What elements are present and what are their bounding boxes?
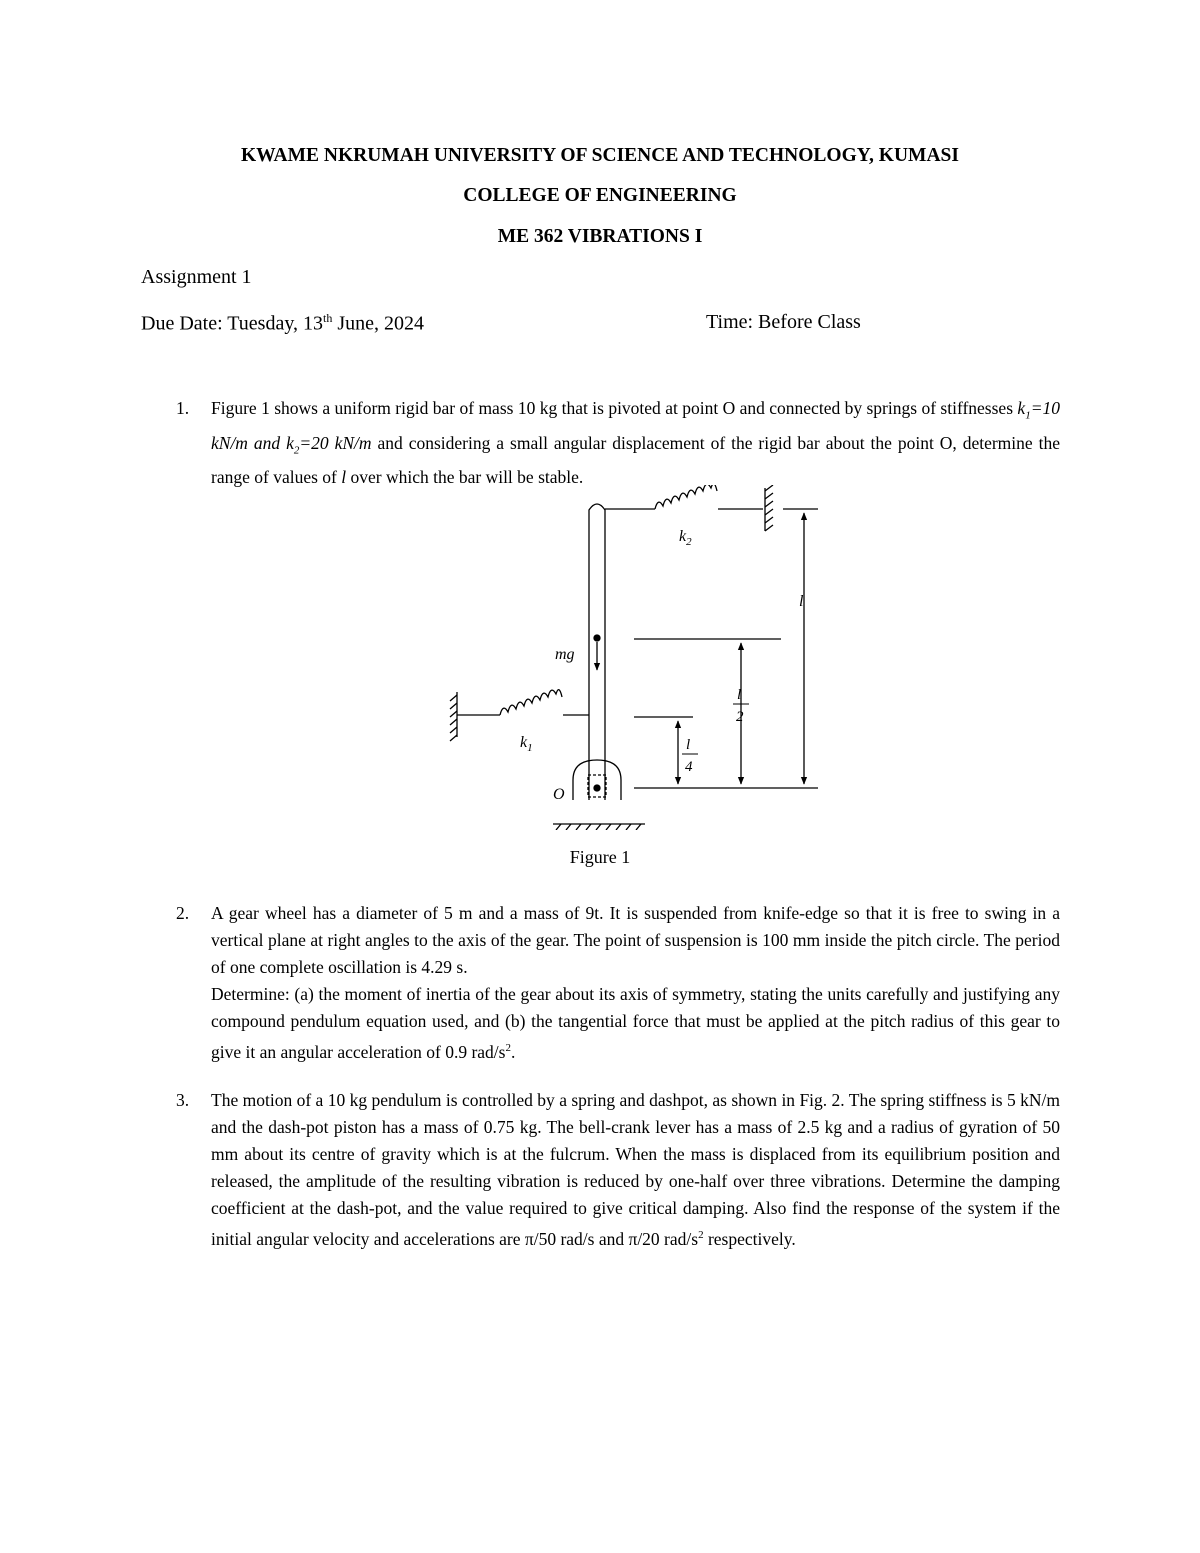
q1-text-part-1: Figure 1 shows a uniform rigid bar of mass 10 kg that is pivoted at point O and connected by springs of stiffnesses: [211, 398, 1018, 418]
university-title: KWAME NKRUMAH UNIVERSITY OF SCIENCE AND TECHNOLOGY, KUMASI: [241, 145, 959, 166]
label-mg: mg: [555, 646, 575, 663]
q1-text-part-3: over which the bar will be stable.: [346, 467, 584, 487]
spring-k2: [605, 485, 773, 531]
course-title: ME 362 VIBRATIONS I: [497, 226, 703, 247]
q1-text-part-2: and considering a small angular displacement of the rigid bar about the point O, determine the range of values of: [211, 432, 1060, 487]
svg-text:2: 2: [736, 709, 744, 725]
question-3-number: 3.: [176, 1090, 190, 1110]
due-date-label: Due Date: Tuesday, 13: [141, 312, 324, 335]
question-2-number: 2.: [176, 903, 190, 923]
dimension-lines: [634, 509, 818, 788]
due-date: [141, 311, 424, 336]
label-l: l: [799, 593, 804, 610]
q3-body: The motion of a 10 kg pendulum is controlled by a spring and dashpot, as shown in Fig. 2. The spring stiffness is 5 kN/m and the dash-pot piston has a mass of 0.75 kg. The bell-crank lever has a mass of 2.5 kg and a radius of gyration of 50 mm about its centre of gravity which is at the fulcrum. When the mass is displaced from its equilibrium position and released, the amplitude of the resulting vibration is reduced by one-half over three vibrations. Determine the damping coefficient at the dash-pot, and the value required to give critical damping. Also find the response of the system if the initial angular velocity and accelerations are π/50 rad/s and π/20 rad/s: [211, 1090, 1060, 1249]
due-date-sup: th: [323, 311, 333, 325]
q1-k1: $k_1=10$ kN/m and $k_2=20$ kN/m: [211, 398, 1060, 456]
svg-text:4: 4: [685, 759, 693, 775]
question-1-number: 1.: [176, 398, 190, 418]
label-k2: $k_2$: [679, 528, 692, 548]
time-label: Time: Before Class: [706, 311, 861, 333]
due-date-rest: June, 2024: [332, 312, 425, 335]
label-k1: $k_1$: [520, 734, 533, 754]
q1-l: l: [341, 467, 347, 487]
question-1-text: [211, 395, 1060, 491]
q2-paragraph-2: Determine: (a) the moment of inertia of the gear about its axis of symmetry, stating the units carefully and justifying any compound pendulum equation used, and (b) the tangential force that must be applied at the pitch radius of this gear to give it an angular acceleration of 0.9 rad/$s^2$.: [211, 984, 1060, 1062]
assignment-title: Assignment 1: [141, 266, 252, 288]
weight-arrow: [594, 635, 600, 670]
svg-text:l: l: [737, 687, 742, 703]
question-3-text: [211, 1087, 1060, 1253]
q3-sup: 2: [698, 1229, 704, 1241]
question-2-text: [211, 900, 1060, 1066]
q3-end: respectively.: [703, 1228, 796, 1249]
q2-paragraph-1: A gear wheel has a diameter of 5 m and a mass of 9t. It is suspended from knife-edge so that it is free to swing in a vertical plane at right angles to the axis of the gear. The point of suspension is 100 mm inside the pitch circle. The period of one complete oscillation is 4.29 s.: [211, 903, 1060, 977]
figure-1-diagram: [0, 485, 1200, 830]
figure-1-caption: Figure 1: [569, 847, 631, 867]
svg-text:l: l: [686, 737, 691, 753]
college-title: COLLEGE OF ENGINEERING: [463, 185, 737, 206]
label-O: O: [553, 786, 565, 803]
label-l-quarter: [682, 737, 698, 775]
pivot-support: [553, 760, 645, 830]
